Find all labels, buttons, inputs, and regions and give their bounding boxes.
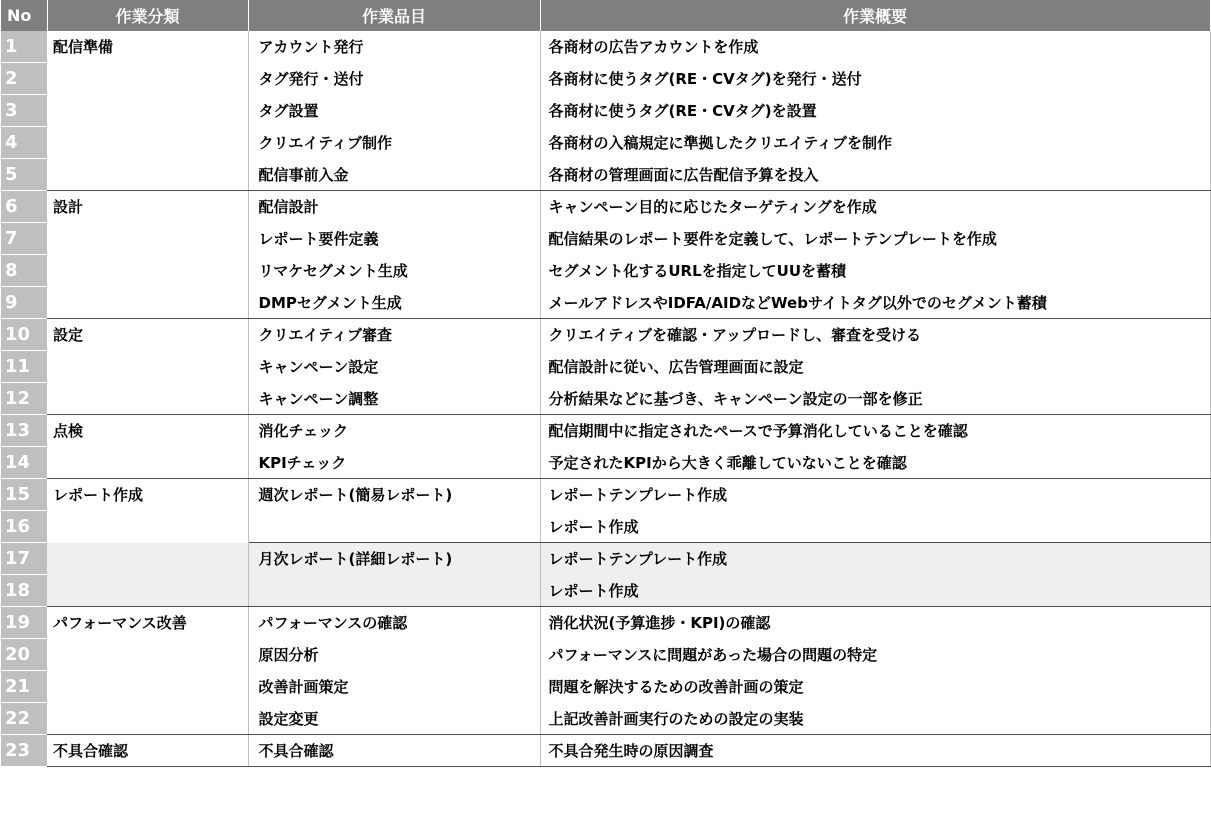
row-description: 分析結果などに基づき、キャンペーン設定の一部を修正	[540, 383, 1210, 415]
row-no: 5	[1, 159, 47, 191]
row-description: 各商材の広告アカウントを作成	[540, 31, 1210, 63]
row-description: 各商材の管理画面に広告配信予算を投入	[540, 159, 1210, 191]
row-item: 不具合確認	[248, 735, 540, 767]
row-no: 8	[1, 255, 47, 287]
table-row	[1, 607, 1210, 639]
row-item: DMPセグメント生成	[248, 287, 540, 319]
row-item: タグ発行・送付	[248, 63, 540, 95]
row-item: クリエイティブ制作	[248, 127, 540, 159]
row-description: レポートテンプレート作成	[540, 479, 1210, 511]
table-row	[1, 671, 1210, 703]
row-description: 各商材に使うタグ(RE・CVタグ)を発行・送付	[540, 63, 1210, 95]
row-no: 22	[1, 703, 47, 735]
row-category	[47, 639, 248, 671]
row-description: 不具合発生時の原因調査	[540, 735, 1210, 767]
row-no: 15	[1, 479, 47, 511]
row-no: 6	[1, 191, 47, 223]
row-no: 3	[1, 95, 47, 127]
row-item: アカウント発行	[248, 31, 540, 63]
row-description: 問題を解決するための改善計画の策定	[540, 671, 1210, 703]
row-category	[47, 575, 248, 607]
table-row	[1, 479, 1210, 511]
table-row	[1, 351, 1210, 383]
row-item	[248, 575, 540, 607]
table-row	[1, 383, 1210, 415]
table-row	[1, 287, 1210, 319]
row-description: レポート作成	[540, 575, 1210, 607]
table-row	[1, 31, 1210, 63]
row-category: 点検	[47, 415, 248, 447]
table-row	[1, 63, 1210, 95]
row-description: クリエイティブを確認・アップロードし、審査を受ける	[540, 319, 1210, 351]
row-description: セグメント化するURLを指定してUUを蓄積	[540, 255, 1210, 287]
row-item: KPIチェック	[248, 447, 540, 479]
header-no: No	[1, 0, 47, 31]
row-category	[47, 447, 248, 479]
table-row	[1, 511, 1210, 543]
row-no: 10	[1, 319, 47, 351]
row-no: 23	[1, 735, 47, 767]
header-category: 作業分類	[47, 0, 248, 31]
row-description: 各商材に使うタグ(RE・CVタグ)を設置	[540, 95, 1210, 127]
row-category	[47, 95, 248, 127]
table-row	[1, 703, 1210, 735]
row-no: 20	[1, 639, 47, 671]
row-item: クリエイティブ審査	[248, 319, 540, 351]
row-description: 配信結果のレポート要件を定義して、レポートテンプレートを作成	[540, 223, 1210, 255]
row-description: 配信設計に従い、広告管理画面に設定	[540, 351, 1210, 383]
row-no: 2	[1, 63, 47, 95]
row-category	[47, 351, 248, 383]
row-item: レポート要件定義	[248, 223, 540, 255]
header-description: 作業概要	[540, 0, 1210, 31]
table-row	[1, 127, 1210, 159]
row-item: 改善計画策定	[248, 671, 540, 703]
row-no: 9	[1, 287, 47, 319]
row-description: キャンペーン目的に応じたターゲティングを作成	[540, 191, 1210, 223]
row-no: 13	[1, 415, 47, 447]
table-row	[1, 543, 1210, 575]
row-no: 12	[1, 383, 47, 415]
row-category: 不具合確認	[47, 735, 248, 767]
row-no: 21	[1, 671, 47, 703]
table-row	[1, 639, 1210, 671]
row-category	[47, 511, 248, 543]
row-item: 配信設計	[248, 191, 540, 223]
header-row	[1, 0, 1210, 31]
row-category	[47, 703, 248, 735]
row-no: 1	[1, 31, 47, 63]
row-category: レポート作成	[47, 479, 248, 511]
row-no: 19	[1, 607, 47, 639]
row-item: 消化チェック	[248, 415, 540, 447]
row-item: 配信事前入金	[248, 159, 540, 191]
row-description: レポート作成	[540, 511, 1210, 543]
row-category: パフォーマンス改善	[47, 607, 248, 639]
row-description: 予定されたKPIから大きく乖離していないことを確認	[540, 447, 1210, 479]
row-item: キャンペーン調整	[248, 383, 540, 415]
table-row	[1, 415, 1210, 447]
row-no: 4	[1, 127, 47, 159]
row-description: 上記改善計画実行のための設定の実装	[540, 703, 1210, 735]
row-category	[47, 223, 248, 255]
row-item: タグ設置	[248, 95, 540, 127]
row-category	[47, 159, 248, 191]
row-description: レポートテンプレート作成	[540, 543, 1210, 575]
row-item: 設定変更	[248, 703, 540, 735]
row-category	[47, 671, 248, 703]
row-category: 設定	[47, 319, 248, 351]
row-category	[47, 63, 248, 95]
row-item: リマケセグメント生成	[248, 255, 540, 287]
row-category	[47, 287, 248, 319]
row-no: 18	[1, 575, 47, 607]
row-category	[47, 127, 248, 159]
table-row	[1, 735, 1210, 767]
work-items-table	[1, 0, 1211, 767]
table-row	[1, 191, 1210, 223]
row-category	[47, 543, 248, 575]
row-no: 7	[1, 223, 47, 255]
header-item: 作業品目	[248, 0, 540, 31]
row-item: 原因分析	[248, 639, 540, 671]
table-row	[1, 159, 1210, 191]
row-item: キャンペーン設定	[248, 351, 540, 383]
row-category	[47, 383, 248, 415]
row-category	[47, 255, 248, 287]
table-row	[1, 95, 1210, 127]
row-no: 16	[1, 511, 47, 543]
row-no: 11	[1, 351, 47, 383]
row-description: 配信期間中に指定されたペースで予算消化していることを確認	[540, 415, 1210, 447]
row-description: メールアドレスやIDFA/AIDなどWebサイトタグ以外でのセグメント蓄積	[540, 287, 1210, 319]
row-description: 各商材の入稿規定に準拠したクリエイティブを制作	[540, 127, 1210, 159]
row-description: パフォーマンスに問題があった場合の問題の特定	[540, 639, 1210, 671]
row-description: 消化状況(予算進捗・KPI)の確認	[540, 607, 1210, 639]
table-row	[1, 447, 1210, 479]
table-row	[1, 255, 1210, 287]
row-category: 配信準備	[47, 31, 248, 63]
row-item: 月次レポート(詳細レポート)	[248, 543, 540, 575]
table-row	[1, 223, 1210, 255]
row-item	[248, 511, 540, 543]
row-item: パフォーマンスの確認	[248, 607, 540, 639]
row-category: 設計	[47, 191, 248, 223]
table-row	[1, 319, 1210, 351]
row-no: 17	[1, 543, 47, 575]
row-item: 週次レポート(簡易レポート)	[248, 479, 540, 511]
table-row	[1, 575, 1210, 607]
row-no: 14	[1, 447, 47, 479]
